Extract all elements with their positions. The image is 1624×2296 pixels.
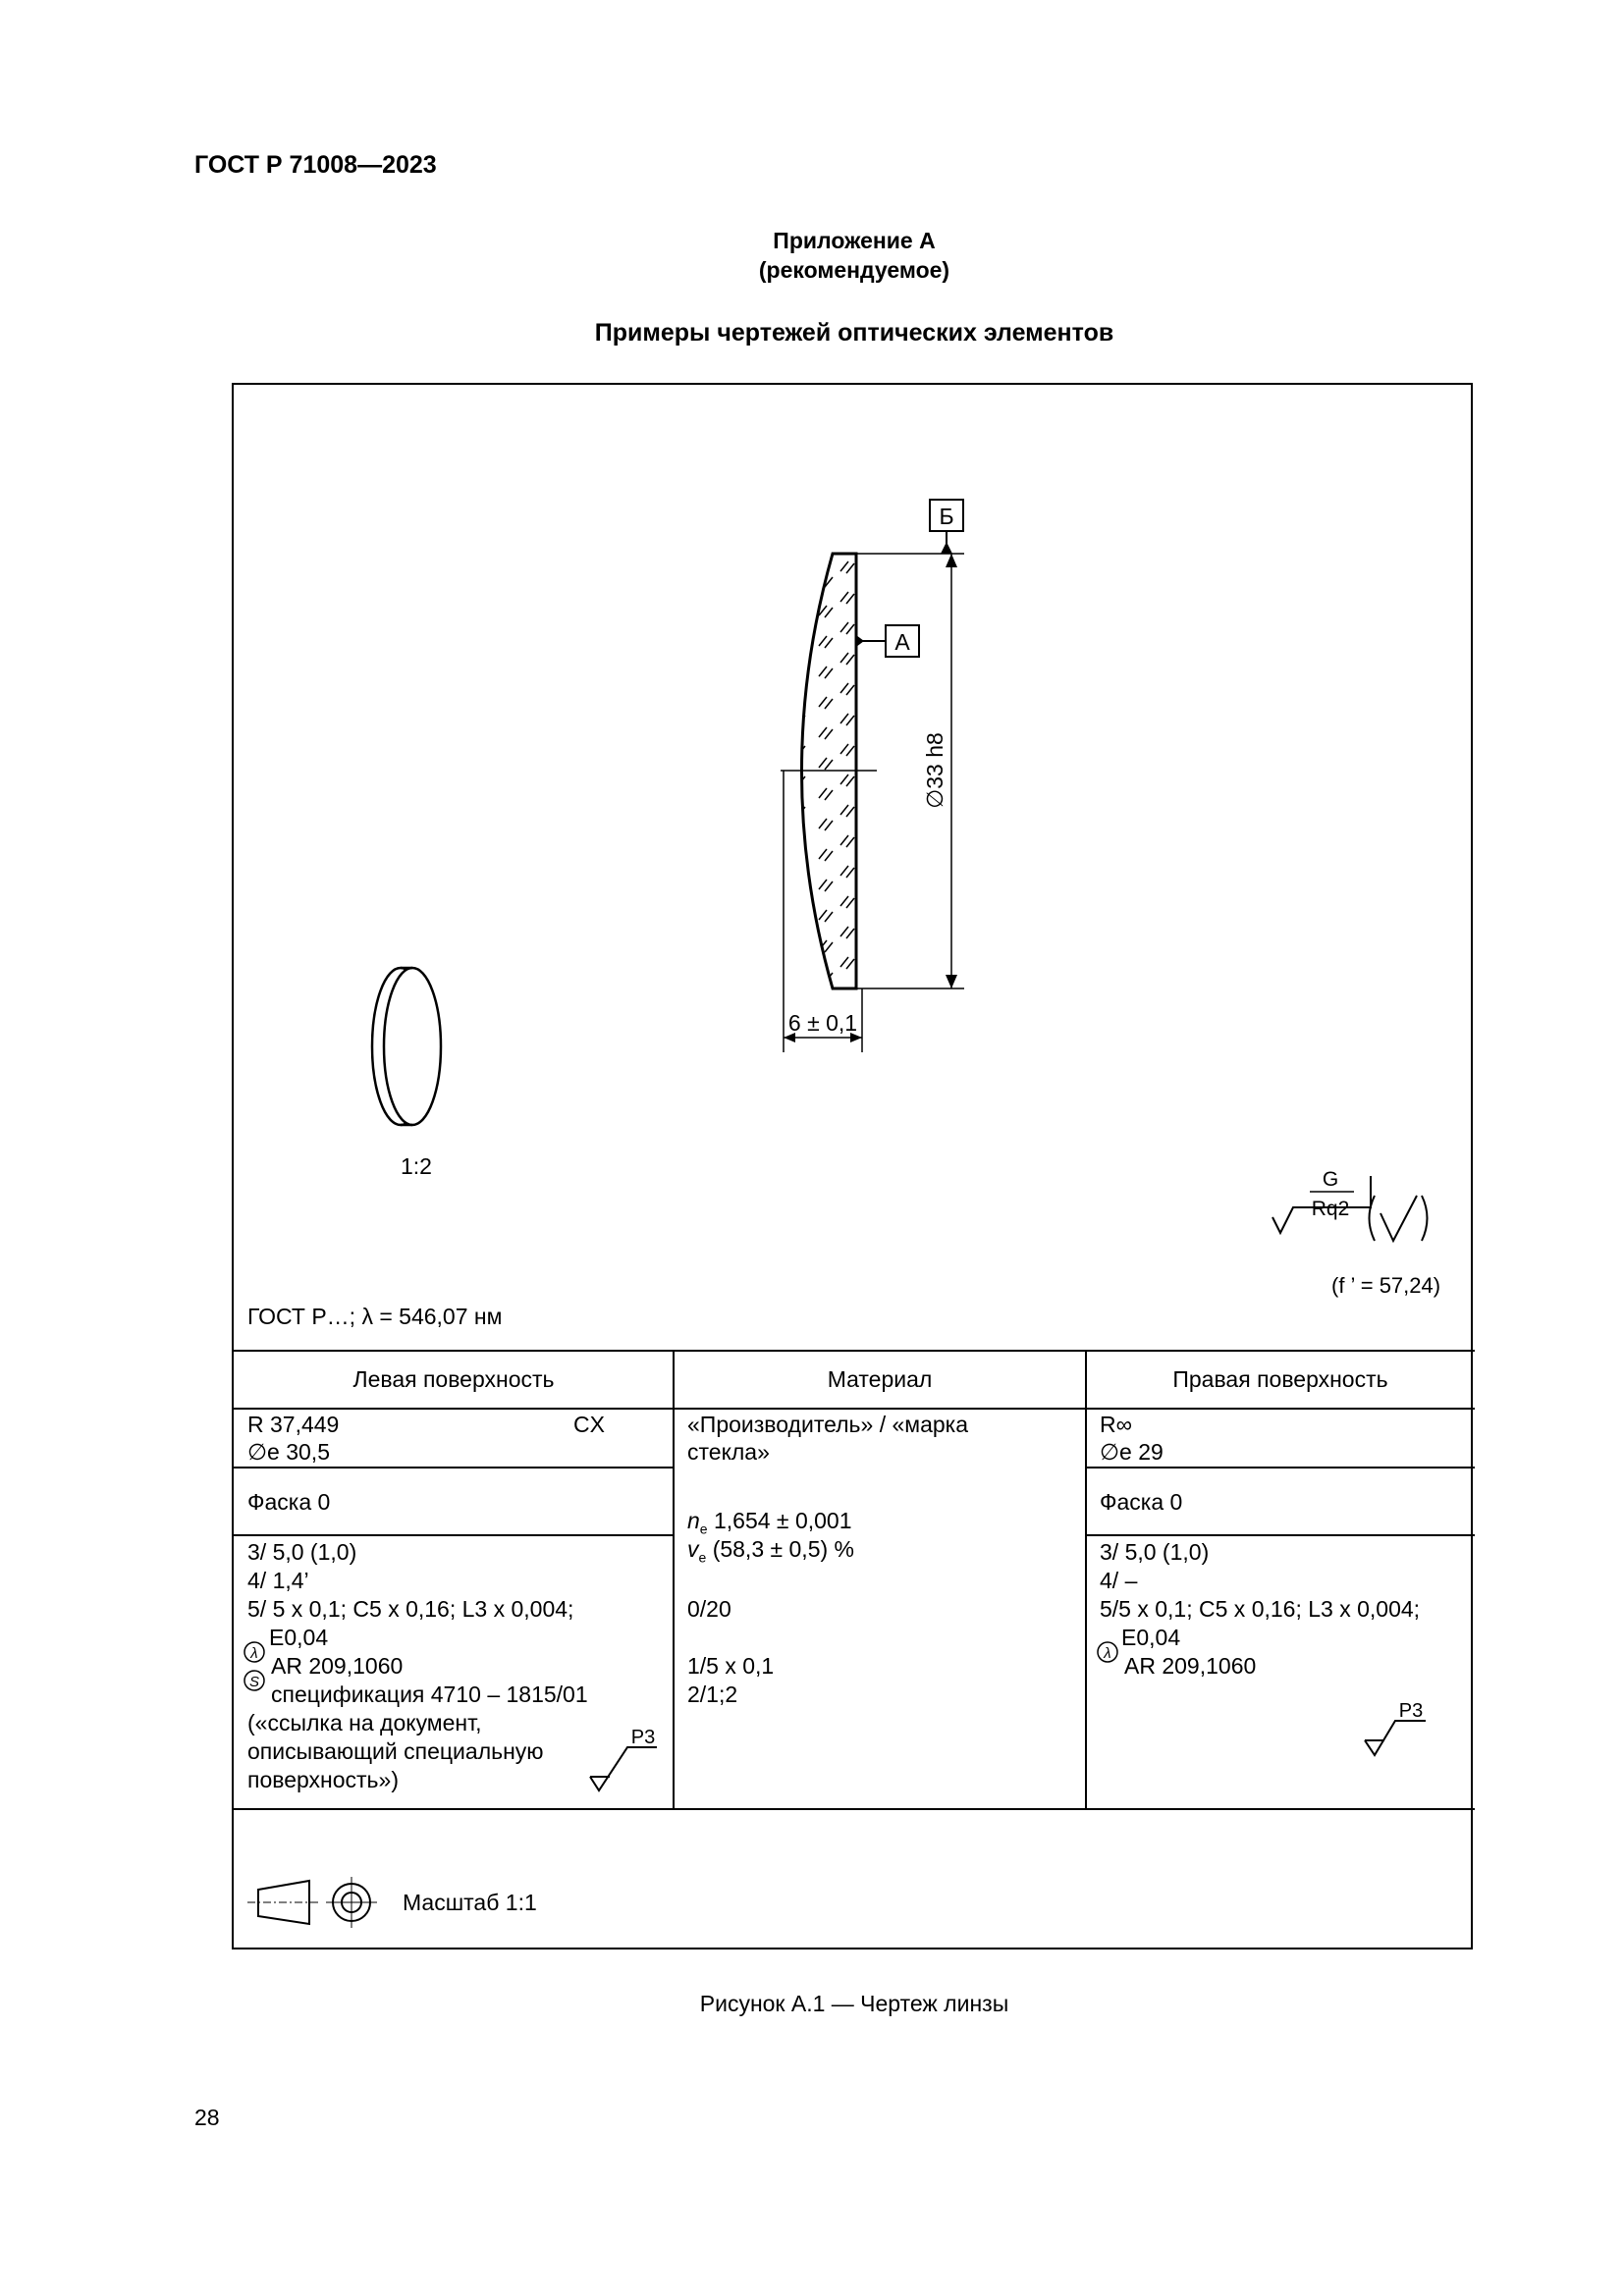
left-spec-1: 3/ 5,0 (1,0) [247, 1539, 357, 1565]
right-spec-5: AR 209,1060 [1124, 1653, 1257, 1679]
hatch-mark [840, 622, 854, 634]
hatch-mark [819, 667, 833, 678]
hatch-mark [819, 636, 833, 648]
hatch-mark [819, 758, 833, 770]
hatch-mark [791, 683, 805, 695]
hatch-mark [819, 880, 833, 891]
right-diameter: ∅e 29 [1100, 1439, 1164, 1465]
left-spec-8: описывающий специальную [247, 1738, 544, 1764]
coating-symbol-right: λ [1104, 1645, 1111, 1662]
diameter-dimension-text: ∅33 h8 [922, 732, 947, 809]
projection-symbol [247, 1877, 377, 1928]
hatch-mark [840, 653, 854, 665]
left-spec-4: E0,04 [269, 1625, 329, 1650]
finish-left-label: P3 [630, 1727, 656, 1748]
left-surface-type: CX [573, 1412, 605, 1437]
left-radius: R 37,449 [247, 1412, 340, 1437]
hatch-mark [819, 788, 833, 800]
material-name-1: «Производитель» / «марка [687, 1412, 969, 1437]
spec-symbol-left: S [248, 1674, 260, 1690]
hatch-mark [840, 957, 854, 969]
lens-isometric-view [372, 968, 441, 1125]
left-spec-2: 4/ 1,4’ [247, 1568, 309, 1593]
hatch-mark [840, 714, 854, 725]
right-radius: R∞ [1100, 1412, 1133, 1437]
scale-label: Масштаб 1:1 [403, 1890, 537, 1915]
datum-a-label: А [894, 629, 910, 655]
datum-b-triangle [941, 542, 952, 554]
hatch-mark [840, 592, 854, 604]
hatch-mark [791, 957, 805, 969]
datum-b-label: Б [939, 504, 954, 529]
left-spec-3: 5/ 5 x 0,1; C5 x 0,16; L3 x 0,004; [247, 1596, 574, 1622]
appendix-status: (рекомендуемое) [758, 257, 950, 283]
left-spec-9: поверхность») [247, 1767, 399, 1792]
hatch-mark [840, 774, 854, 786]
finish-symbol-left [590, 1747, 657, 1790]
roughness-top-label: G [1322, 1168, 1339, 1191]
thickness-dimension-text: 6 ± 0,1 [787, 1010, 858, 1036]
drawing-frame [232, 383, 1473, 1949]
hatch-mark [840, 835, 854, 847]
hatch-mark [791, 561, 805, 573]
material-bubbles: 0/20 [687, 1596, 731, 1622]
hatch-mark [791, 866, 805, 878]
right-chamfer: Фаска 0 [1100, 1489, 1183, 1515]
material-ve: $v_e$ (58,3 ± 0,5) % [687, 1536, 854, 1566]
roughness-bottom-label: Rq2 [1311, 1198, 1350, 1220]
hatch-mark [840, 683, 854, 695]
right-spec-2: 4/ – [1100, 1568, 1138, 1593]
hatch-mark [819, 910, 833, 922]
roughness-symbol [1272, 1176, 1428, 1241]
hatch-mark [840, 805, 854, 817]
finish-symbol-right [1365, 1721, 1426, 1755]
finish-right-label: P3 [1398, 1700, 1424, 1722]
right-spec-4: E0,04 [1121, 1625, 1181, 1650]
material-ne: $n_e$ 1,654 ± 0,001 [687, 1508, 852, 1537]
appendix-heading: Примеры чертежей оптических элементов [594, 319, 1114, 347]
hatch-mark [840, 866, 854, 878]
left-spec-5: AR 209,1060 [271, 1653, 404, 1679]
hatch-mark [791, 622, 805, 634]
figure-caption: Рисунок А.1 — Чертеж линзы [699, 1991, 1009, 2016]
hatch-mark [819, 697, 833, 709]
right-spec-1: 3/ 5,0 (1,0) [1100, 1539, 1210, 1565]
hatch-mark [819, 606, 833, 617]
hatch-mark [819, 819, 833, 830]
right-spec-3: 5/5 x 0,1; C5 x 0,16; L3 x 0,004; [1100, 1596, 1421, 1622]
hatch-mark [819, 727, 833, 739]
iso-scale-label: 1:2 [401, 1153, 432, 1179]
material-inhomogeneity: 1/5 x 0,1 [687, 1653, 775, 1679]
header-right-surface: Правая поверхность [1172, 1366, 1388, 1392]
header-left-surface: Левая поверхность [352, 1366, 555, 1392]
coating-symbol-left: λ [250, 1645, 258, 1662]
header-material: Материал [827, 1366, 933, 1392]
hatch-mark [840, 927, 854, 938]
left-spec-7: («ссылка на документ, [247, 1710, 482, 1735]
focal-note: (f ’ = 57,24) [1331, 1273, 1441, 1298]
hatch-mark [791, 592, 805, 604]
hatch-mark [791, 896, 805, 908]
appendix-title: Приложение А [773, 228, 936, 253]
material-stress: 2/1;2 [687, 1682, 738, 1707]
hatch-mark [791, 927, 805, 938]
hatch-mark [840, 561, 854, 573]
document-header: ГОСТ Р 71008—2023 [194, 151, 437, 179]
left-diameter: ∅e 30,5 [247, 1439, 330, 1465]
hatch-mark [840, 744, 854, 756]
hatch-mark [819, 849, 833, 861]
left-spec-6: спецификация 4710 – 1815/01 [271, 1682, 588, 1707]
page-number: 28 [194, 2105, 220, 2130]
hatch-mark [791, 653, 805, 665]
wavelength-note: ГОСТ Р…; λ = 546,07 нм [247, 1304, 503, 1329]
hatch-mark [840, 896, 854, 908]
material-name-2: стекла» [687, 1439, 770, 1465]
left-chamfer: Фаска 0 [247, 1489, 331, 1515]
